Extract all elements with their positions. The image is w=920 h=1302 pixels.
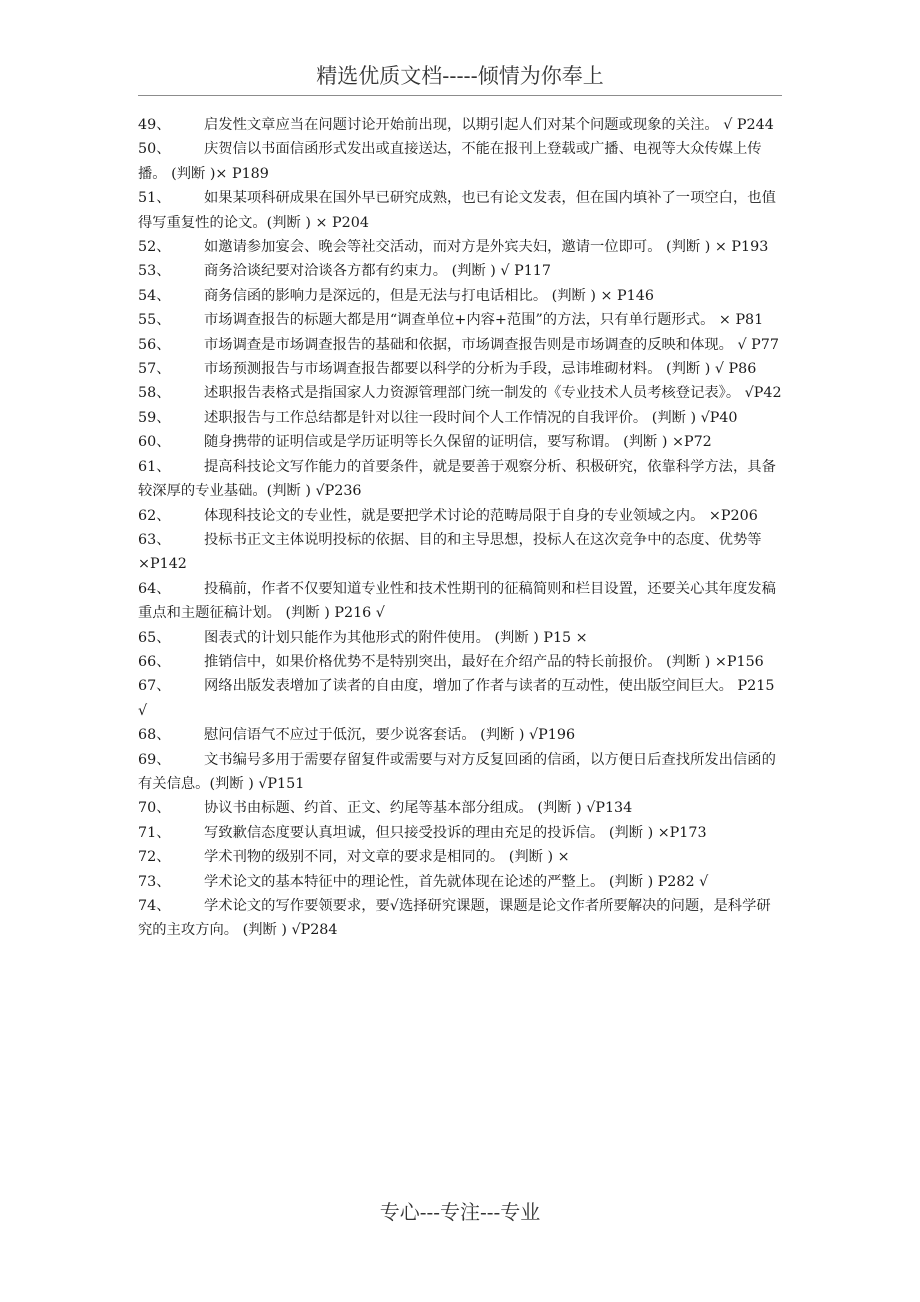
question-item xyxy=(138,577,784,626)
question-text: 学术论文的写作要领要求，要√选择研究课题，课题是论文作者所要解决的问题，是科学研究的主攻方向。 (判断 ) √P284 xyxy=(138,898,771,939)
question-number: 59、 xyxy=(138,409,171,426)
question-number: 68、 xyxy=(138,727,171,744)
question-number: 72、 xyxy=(138,849,171,866)
question-item xyxy=(138,430,784,454)
question-number: 58、 xyxy=(138,385,171,402)
question-number: 73、 xyxy=(138,873,171,890)
question-item xyxy=(138,674,784,723)
question-item xyxy=(138,626,784,650)
question-item xyxy=(138,406,784,430)
question-text: 提高科技论文写作能力的首要条件，就是要善于观察分析、积极研究，依靠科学方法，具备较深厚的专业基础。(判断 ) √P236 xyxy=(138,458,776,500)
question-item xyxy=(138,113,784,137)
question-list xyxy=(138,113,784,943)
question-text: 市场调查是市场调查报告的基础和依据，市场调查报告则是市场调查的反映和体现。 √ P77 xyxy=(204,336,779,353)
question-number: 53、 xyxy=(138,263,171,280)
page-header-title: 精选优质文档-----倾情为你奉上 xyxy=(316,64,604,88)
question-item xyxy=(138,284,784,308)
question-text: 启发性文章应当在问题讨论开始前出现，以期引起人们对某个问题或现象的关注。 √ P244 xyxy=(204,117,774,133)
question-item xyxy=(138,333,784,357)
question-number: 74、 xyxy=(138,898,171,914)
question-number: 67、 xyxy=(138,678,171,695)
question-item xyxy=(138,504,784,528)
question-number: 62、 xyxy=(138,507,171,524)
question-item xyxy=(138,796,784,820)
question-number: 65、 xyxy=(138,629,171,646)
question-number: 60、 xyxy=(138,434,171,451)
question-text: 学术论文的基本特征中的理论性，首先就体现在论述的严整上。 (判断 ) P282 √ xyxy=(204,873,709,890)
question-text: 写致歉信态度要认真坦诚，但只接受投诉的理由充足的投诉信。 (判断 ) ×P173 xyxy=(204,824,707,841)
question-number: 52、 xyxy=(138,239,171,256)
question-text: 体现科技论文的专业性，就是要把学术讨论的范畴局限于自身的专业领域之内。 ×P206 xyxy=(204,507,758,524)
question-item xyxy=(138,455,784,504)
question-number: 55、 xyxy=(138,312,171,329)
question-number: 51、 xyxy=(138,190,171,207)
question-item xyxy=(138,186,784,235)
question-item xyxy=(138,723,784,747)
question-item xyxy=(138,357,784,381)
question-number: 50、 xyxy=(138,141,171,158)
question-number: 63、 xyxy=(138,531,171,548)
question-number: 69、 xyxy=(138,751,171,768)
question-text: 网络出版发表增加了读者的自由度，增加了作者与读者的互动性，使出版空间巨大。 P215 √ xyxy=(138,678,775,719)
question-text: 市场预测报告与市场调查报告都要以科学的分析为手段，忌讳堆砌材料。 (判断 ) √ P86 xyxy=(204,361,757,378)
question-number: 66、 xyxy=(138,653,171,670)
question-text: 协议书由标题、约首、正文、约尾等基本部分组成。 (判断 ) √P134 xyxy=(204,800,633,817)
question-item xyxy=(138,821,784,845)
question-text: 投标书正文主体说明投标的依据、目的和主导思想，投标人在这次竞争中的态度、优势等×P142 xyxy=(138,531,762,573)
question-text: 图表式的计划只能作为其他形式的附件使用。 (判断 ) P15 × xyxy=(204,629,588,646)
question-text: 庆贺信以书面信函形式发出或直接送达，不能在报刊上登载或广播、电视等大众传媒上传播。 (判断 )× P189 xyxy=(138,141,762,182)
question-number: 61、 xyxy=(138,458,171,475)
question-item xyxy=(138,259,784,283)
page-footer-text: 专心---专注---专业 xyxy=(379,1200,541,1224)
question-item xyxy=(138,528,784,577)
question-text: 商务信函的影响力是深远的，但是无法与打电话相比。 (判断 ) × P146 xyxy=(204,287,654,304)
question-item xyxy=(138,650,784,674)
question-number: 64、 xyxy=(138,580,171,597)
question-number: 56、 xyxy=(138,336,171,353)
question-item xyxy=(138,845,784,869)
question-number: 54、 xyxy=(138,287,171,304)
question-text: 学术刊物的级别不同，对文章的要求是相同的。 (判断 ) × xyxy=(204,849,570,866)
question-text: 投稿前，作者不仅要知道专业性和技术性期刊的征稿简则和栏目设置，还要关心其年度发稿重点和主题征稿计划。 (判断 ) P216 √ xyxy=(138,580,776,622)
question-text: 慰问信语气不应过于低沉，要少说客套话。 (判断 ) √P196 xyxy=(204,727,576,744)
question-text: 市场调查报告的标题大都是用“调查单位+内容+范围”的方法，只有单行题形式。 × P81 xyxy=(204,312,764,329)
question-text: 随身携带的证明信或是学历证明等长久保留的证明信，要写称谓。 (判断 ) ×P72 xyxy=(204,434,712,451)
question-item xyxy=(138,308,784,332)
question-number: 49、 xyxy=(138,117,171,133)
question-item xyxy=(138,235,784,259)
question-text: 如邀请参加宴会、晚会等社交活动，而对方是外宾夫妇，邀请一位即可。 (判断 ) × P193 xyxy=(204,239,769,256)
question-number: 70、 xyxy=(138,800,171,817)
question-text: 商务洽谈纪要对洽谈各方都有约束力。 (判断 ) √ P117 xyxy=(204,263,551,280)
question-item xyxy=(138,137,784,186)
question-item xyxy=(138,381,784,405)
question-item xyxy=(138,870,784,894)
question-text: 述职报告与工作总结都是针对以往一段时间个人工作情况的自我评价。 (判断 ) √P40 xyxy=(204,409,738,426)
question-text: 如果某项科研成果在国外早已研究成熟，也已有论文发表，但在国内填补了一项空白，也值得写重复性的论文。(判断 ) × P204 xyxy=(138,190,776,231)
question-number: 71、 xyxy=(138,824,171,841)
header-divider xyxy=(138,95,782,96)
question-text: 文书编号多用于需要存留复件或需要与对方反复回函的信函，以方便日后查找所发出信函的有关信息。(判断 ) √P151 xyxy=(138,751,776,792)
question-number: 57、 xyxy=(138,361,171,378)
question-text: 述职报告表格式是指国家人力资源管理部门统一制发的《专业技术人员考核登记表》。 √P42 xyxy=(204,385,782,402)
question-text: 推销信中，如果价格优势不是特别突出，最好在介绍产品的特长前报价。 (判断 ) ×P156 xyxy=(204,653,764,670)
question-item xyxy=(138,894,784,943)
question-item xyxy=(138,748,784,797)
